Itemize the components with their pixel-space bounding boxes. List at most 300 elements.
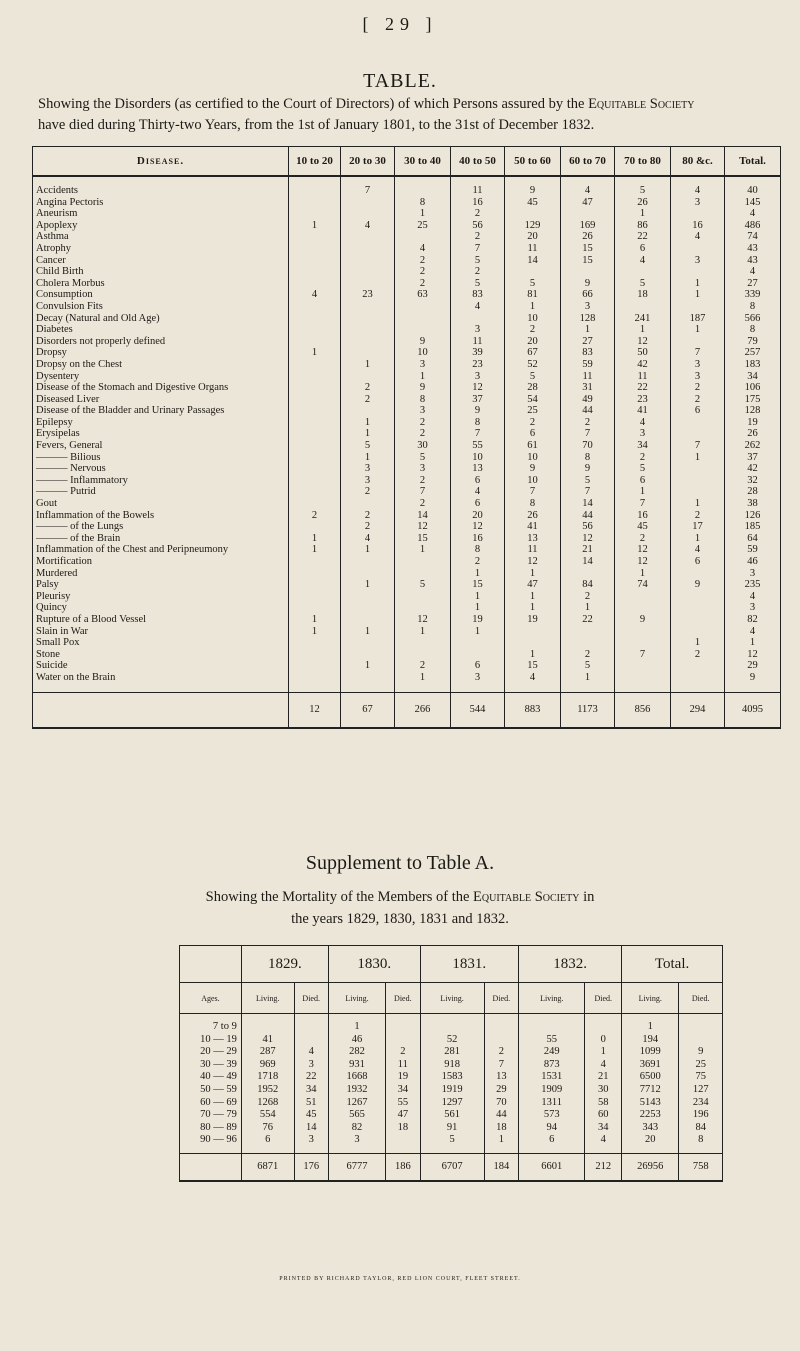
total-value: 856 bbox=[615, 692, 671, 728]
death-count: 22 bbox=[615, 231, 671, 243]
table-row bbox=[33, 498, 781, 510]
table-row bbox=[33, 347, 781, 359]
table-subtitle bbox=[38, 94, 778, 136]
death-count: 2 bbox=[395, 266, 451, 278]
death-count: 5 bbox=[505, 278, 561, 290]
died-count: 22 bbox=[294, 1071, 328, 1084]
table-row bbox=[33, 463, 781, 475]
death-count: 9 bbox=[505, 463, 561, 475]
death-count bbox=[671, 243, 725, 255]
living-count: 3691 bbox=[622, 1059, 679, 1072]
supplement-society-name: Equitable Society bbox=[473, 889, 580, 905]
age-range: 70 — 79 bbox=[180, 1109, 242, 1122]
death-count: 4 bbox=[671, 544, 725, 556]
death-count: 1 bbox=[341, 660, 395, 672]
living-count: 918 bbox=[420, 1059, 484, 1072]
death-count: 42 bbox=[725, 463, 781, 475]
age-range: 40 — 49 bbox=[180, 1071, 242, 1084]
death-count: 45 bbox=[505, 197, 561, 209]
disease-name: Disorders not properly defined bbox=[33, 336, 289, 348]
died-count: 58 bbox=[585, 1097, 622, 1110]
table-row bbox=[33, 660, 781, 672]
death-count: 6 bbox=[671, 405, 725, 417]
subtitle-text-b: have died during Thirty-two Years, from the 1st of January 1801, to the 31st of December 1832. bbox=[38, 117, 595, 133]
death-count: 12 bbox=[615, 544, 671, 556]
death-count: 10 bbox=[505, 313, 561, 325]
death-count: 2 bbox=[505, 324, 561, 336]
death-count: 39 bbox=[451, 347, 505, 359]
death-count: 26 bbox=[615, 197, 671, 209]
death-count bbox=[289, 278, 341, 290]
death-count: 10 bbox=[505, 452, 561, 464]
total-value: 12 bbox=[289, 692, 341, 728]
died-count: 21 bbox=[585, 1071, 622, 1084]
death-count: 8 bbox=[725, 324, 781, 336]
death-count: 12 bbox=[615, 556, 671, 568]
table-row bbox=[180, 1071, 723, 1084]
disease-name: Asthma bbox=[33, 231, 289, 243]
death-count: 5 bbox=[615, 278, 671, 290]
death-count: 20 bbox=[505, 336, 561, 348]
death-count: 47 bbox=[505, 579, 561, 591]
died-count: 3 bbox=[294, 1059, 328, 1072]
death-count bbox=[289, 324, 341, 336]
death-count: 11 bbox=[561, 371, 615, 383]
death-count: 13 bbox=[505, 533, 561, 545]
death-count bbox=[289, 197, 341, 209]
death-count: 235 bbox=[725, 579, 781, 591]
disease-name: Palsy bbox=[33, 579, 289, 591]
death-count: 1 bbox=[561, 602, 615, 614]
died-count bbox=[294, 1014, 328, 1034]
death-count bbox=[615, 672, 671, 692]
death-count: 86 bbox=[615, 220, 671, 232]
died-count bbox=[386, 1134, 420, 1153]
died-header: Died. bbox=[386, 983, 420, 1014]
death-count: 23 bbox=[451, 359, 505, 371]
death-count: 7 bbox=[561, 428, 615, 440]
death-count bbox=[289, 579, 341, 591]
death-count: 4 bbox=[615, 255, 671, 267]
death-count bbox=[289, 382, 341, 394]
table-row bbox=[33, 301, 781, 313]
death-count bbox=[505, 637, 561, 649]
death-count bbox=[341, 208, 395, 220]
death-count: 54 bbox=[505, 394, 561, 406]
death-count bbox=[289, 428, 341, 440]
death-count: 16 bbox=[671, 220, 725, 232]
died-count: 51 bbox=[294, 1097, 328, 1110]
death-count: 18 bbox=[615, 289, 671, 301]
died-count bbox=[294, 1034, 328, 1047]
table-row bbox=[33, 475, 781, 487]
death-count bbox=[341, 371, 395, 383]
total-value: 26956 bbox=[622, 1153, 679, 1181]
age-range: 60 — 69 bbox=[180, 1097, 242, 1110]
disease-name: Accidents bbox=[33, 176, 289, 197]
death-count: 128 bbox=[725, 405, 781, 417]
death-count: 31 bbox=[561, 382, 615, 394]
death-count: 83 bbox=[451, 289, 505, 301]
death-count bbox=[289, 266, 341, 278]
disease-name: Angina Pectoris bbox=[33, 197, 289, 209]
death-count bbox=[289, 243, 341, 255]
table-row bbox=[180, 1046, 723, 1059]
death-count: 22 bbox=[615, 382, 671, 394]
death-count: 1 bbox=[451, 568, 505, 580]
disease-name: Pleurisy bbox=[33, 591, 289, 603]
death-count bbox=[289, 208, 341, 220]
death-count bbox=[289, 452, 341, 464]
death-count: 3 bbox=[671, 255, 725, 267]
living-count: 1267 bbox=[328, 1097, 385, 1110]
death-count: 4 bbox=[615, 417, 671, 429]
death-count: 7 bbox=[505, 486, 561, 498]
supplement-title: Supplement to Table A. bbox=[305, 852, 495, 874]
death-count: 2 bbox=[289, 510, 341, 522]
death-count: 1 bbox=[289, 347, 341, 359]
death-count bbox=[289, 568, 341, 580]
table-row bbox=[33, 452, 781, 464]
died-header: Died. bbox=[484, 983, 518, 1014]
death-count bbox=[341, 197, 395, 209]
living-count: 281 bbox=[420, 1046, 484, 1059]
disease-name: Dropsy bbox=[33, 347, 289, 359]
death-count: 5 bbox=[615, 463, 671, 475]
death-count: 44 bbox=[561, 510, 615, 522]
death-count: 1 bbox=[341, 626, 395, 638]
died-count: 8 bbox=[679, 1134, 723, 1153]
death-count bbox=[395, 231, 451, 243]
death-count: 25 bbox=[395, 220, 451, 232]
death-count: 1 bbox=[615, 324, 671, 336]
year-header: 1829. bbox=[241, 946, 328, 983]
death-count bbox=[341, 347, 395, 359]
death-count: 43 bbox=[725, 243, 781, 255]
death-count: 14 bbox=[395, 510, 451, 522]
death-count bbox=[341, 602, 395, 614]
death-count bbox=[341, 336, 395, 348]
death-count: 15 bbox=[561, 243, 615, 255]
death-count bbox=[671, 208, 725, 220]
living-count: 249 bbox=[519, 1046, 585, 1059]
disease-name: Consumption bbox=[33, 289, 289, 301]
death-count bbox=[505, 266, 561, 278]
table-row bbox=[180, 1014, 723, 1034]
death-count bbox=[289, 649, 341, 661]
death-count bbox=[395, 637, 451, 649]
year-header: Total. bbox=[622, 946, 723, 983]
disease-name: Child Birth bbox=[33, 266, 289, 278]
died-count: 70 bbox=[484, 1097, 518, 1110]
corner-cell bbox=[180, 946, 242, 983]
death-count: 2 bbox=[341, 486, 395, 498]
death-count: 16 bbox=[451, 197, 505, 209]
death-count bbox=[341, 313, 395, 325]
death-count bbox=[671, 463, 725, 475]
death-count: 1 bbox=[671, 637, 725, 649]
death-count: 7 bbox=[341, 176, 395, 197]
death-count bbox=[289, 405, 341, 417]
disease-table bbox=[32, 146, 781, 729]
living-count: 6 bbox=[519, 1134, 585, 1153]
death-count bbox=[671, 428, 725, 440]
death-count: 1 bbox=[395, 208, 451, 220]
living-count: 554 bbox=[241, 1109, 294, 1122]
death-count bbox=[451, 637, 505, 649]
death-count: 2 bbox=[671, 394, 725, 406]
disease-name: Fevers, General bbox=[33, 440, 289, 452]
death-count: 16 bbox=[451, 533, 505, 545]
death-count: 1 bbox=[451, 591, 505, 603]
death-count bbox=[395, 176, 451, 197]
living-count: 1531 bbox=[519, 1071, 585, 1084]
living-header: Living. bbox=[420, 983, 484, 1014]
table-row bbox=[180, 1109, 723, 1122]
death-count: 4 bbox=[671, 231, 725, 243]
table-row bbox=[33, 626, 781, 638]
death-count bbox=[671, 602, 725, 614]
age-range: 30 — 39 bbox=[180, 1059, 242, 1072]
death-count: 2 bbox=[561, 417, 615, 429]
death-count: 14 bbox=[561, 498, 615, 510]
living-count: 1099 bbox=[622, 1046, 679, 1059]
death-count: 50 bbox=[615, 347, 671, 359]
death-count: 27 bbox=[725, 278, 781, 290]
death-count: 47 bbox=[561, 197, 615, 209]
death-count: 3 bbox=[451, 672, 505, 692]
death-count: 12 bbox=[505, 556, 561, 568]
death-count: 2 bbox=[395, 255, 451, 267]
died-count: 44 bbox=[484, 1109, 518, 1122]
age-column-header: 10 to 20 bbox=[289, 147, 341, 177]
death-count bbox=[341, 278, 395, 290]
disease-name: ——— Inflammatory bbox=[33, 475, 289, 487]
died-header: Died. bbox=[294, 983, 328, 1014]
death-count bbox=[671, 336, 725, 348]
death-count: 183 bbox=[725, 359, 781, 371]
death-count: 9 bbox=[505, 176, 561, 197]
death-count: 82 bbox=[725, 614, 781, 626]
death-count bbox=[561, 266, 615, 278]
death-count bbox=[289, 301, 341, 313]
death-count: 20 bbox=[451, 510, 505, 522]
disease-table-header bbox=[33, 147, 781, 177]
printer-imprint: PRINTED BY RICHARD TAYLOR, RED LION COURT, FLEET STREET. bbox=[279, 1276, 521, 1282]
death-count: 34 bbox=[725, 371, 781, 383]
death-count: 9 bbox=[451, 405, 505, 417]
death-count: 14 bbox=[505, 255, 561, 267]
died-count bbox=[386, 1034, 420, 1047]
death-count: 6 bbox=[505, 428, 561, 440]
table-row bbox=[33, 220, 781, 232]
death-count: 13 bbox=[451, 463, 505, 475]
death-count bbox=[341, 405, 395, 417]
table-row bbox=[180, 1084, 723, 1097]
death-count: 56 bbox=[451, 220, 505, 232]
death-count: 40 bbox=[725, 176, 781, 197]
died-count: 34 bbox=[386, 1084, 420, 1097]
death-count: 2 bbox=[395, 428, 451, 440]
death-count: 5 bbox=[451, 255, 505, 267]
living-count: 5143 bbox=[622, 1097, 679, 1110]
death-count bbox=[341, 498, 395, 510]
died-count: 45 bbox=[294, 1109, 328, 1122]
died-count: 29 bbox=[484, 1084, 518, 1097]
total-value: 184 bbox=[484, 1153, 518, 1181]
table-row bbox=[33, 602, 781, 614]
death-count bbox=[341, 556, 395, 568]
death-count: 2 bbox=[395, 475, 451, 487]
living-count: 2253 bbox=[622, 1109, 679, 1122]
death-count: 262 bbox=[725, 440, 781, 452]
death-count bbox=[615, 637, 671, 649]
death-count: 19 bbox=[451, 614, 505, 626]
death-count: 9 bbox=[395, 336, 451, 348]
table-row bbox=[33, 417, 781, 429]
death-count: 126 bbox=[725, 510, 781, 522]
death-count: 8 bbox=[451, 544, 505, 556]
death-count: 1 bbox=[671, 278, 725, 290]
death-count: 11 bbox=[505, 544, 561, 556]
year-header: 1830. bbox=[328, 946, 420, 983]
death-count: 19 bbox=[725, 417, 781, 429]
mortality-table bbox=[179, 945, 723, 1182]
table-row bbox=[33, 637, 781, 649]
death-count: 3 bbox=[725, 602, 781, 614]
death-count bbox=[341, 266, 395, 278]
death-count: 1 bbox=[341, 428, 395, 440]
death-count: 4 bbox=[505, 672, 561, 692]
death-count: 1 bbox=[451, 602, 505, 614]
death-count: 84 bbox=[561, 579, 615, 591]
death-count: 29 bbox=[725, 660, 781, 672]
died-count: 1 bbox=[585, 1046, 622, 1059]
living-count: 20 bbox=[622, 1134, 679, 1153]
death-count: 7 bbox=[615, 498, 671, 510]
table-row bbox=[33, 336, 781, 348]
death-count: 7 bbox=[451, 428, 505, 440]
table-row bbox=[180, 1097, 723, 1110]
death-count bbox=[395, 591, 451, 603]
supplement-desc-a: Showing the Mortality of the Members of the bbox=[205, 889, 474, 905]
died-count: 4 bbox=[294, 1046, 328, 1059]
death-count: 2 bbox=[561, 591, 615, 603]
died-count: 34 bbox=[294, 1084, 328, 1097]
death-count: 7 bbox=[671, 440, 725, 452]
died-count: 0 bbox=[585, 1034, 622, 1047]
table-row bbox=[33, 208, 781, 220]
death-count: 1 bbox=[505, 301, 561, 313]
living-count: 6500 bbox=[622, 1071, 679, 1084]
living-count: 1583 bbox=[420, 1071, 484, 1084]
disease-name: Murdered bbox=[33, 568, 289, 580]
death-count: 4 bbox=[451, 486, 505, 498]
living-count: 873 bbox=[519, 1059, 585, 1072]
total-value: 544 bbox=[451, 692, 505, 728]
death-count: 3 bbox=[341, 475, 395, 487]
death-count: 1 bbox=[341, 417, 395, 429]
death-count: 9 bbox=[561, 463, 615, 475]
death-count: 1 bbox=[289, 614, 341, 626]
page-number: [ 29 ] bbox=[362, 14, 438, 34]
death-count: 14 bbox=[561, 556, 615, 568]
died-count: 4 bbox=[585, 1134, 622, 1153]
living-count bbox=[420, 1014, 484, 1034]
age-range: 20 — 29 bbox=[180, 1046, 242, 1059]
death-count: 15 bbox=[505, 660, 561, 672]
death-count: 4 bbox=[725, 208, 781, 220]
death-count: 2 bbox=[561, 649, 615, 661]
living-header: Living. bbox=[241, 983, 294, 1014]
death-count: 486 bbox=[725, 220, 781, 232]
death-count bbox=[451, 313, 505, 325]
total-value: 758 bbox=[679, 1153, 723, 1181]
death-count: 3 bbox=[671, 197, 725, 209]
disease-name: Slain in War bbox=[33, 626, 289, 638]
living-count: 194 bbox=[622, 1034, 679, 1047]
death-count bbox=[341, 614, 395, 626]
death-count: 64 bbox=[725, 533, 781, 545]
death-count bbox=[341, 301, 395, 313]
living-count: 561 bbox=[420, 1109, 484, 1122]
death-count: 3 bbox=[725, 568, 781, 580]
death-count bbox=[671, 568, 725, 580]
living-count: 565 bbox=[328, 1109, 385, 1122]
living-count: 1297 bbox=[420, 1097, 484, 1110]
death-count: 4 bbox=[725, 626, 781, 638]
living-count: 6 bbox=[241, 1134, 294, 1153]
death-count: 41 bbox=[505, 521, 561, 533]
death-count: 5 bbox=[561, 475, 615, 487]
death-count: 46 bbox=[725, 556, 781, 568]
mortality-subheader bbox=[180, 983, 723, 1014]
death-count: 1 bbox=[671, 533, 725, 545]
died-count: 25 bbox=[679, 1059, 723, 1072]
living-count: 76 bbox=[241, 1122, 294, 1135]
death-count bbox=[395, 324, 451, 336]
death-count: 5 bbox=[451, 278, 505, 290]
death-count bbox=[289, 602, 341, 614]
died-count: 14 bbox=[294, 1122, 328, 1135]
table-row bbox=[33, 510, 781, 522]
died-count bbox=[585, 1014, 622, 1034]
death-count: 11 bbox=[451, 336, 505, 348]
death-count: 9 bbox=[561, 278, 615, 290]
death-count bbox=[341, 568, 395, 580]
death-count: 1 bbox=[561, 672, 615, 692]
table-row bbox=[180, 1134, 723, 1153]
death-count: 145 bbox=[725, 197, 781, 209]
death-count: 1 bbox=[341, 544, 395, 556]
death-count: 26 bbox=[505, 510, 561, 522]
death-count: 6 bbox=[451, 660, 505, 672]
death-count bbox=[289, 440, 341, 452]
died-count: 34 bbox=[585, 1122, 622, 1135]
death-count: 7 bbox=[451, 243, 505, 255]
death-count: 30 bbox=[395, 440, 451, 452]
death-count: 17 bbox=[671, 521, 725, 533]
death-count: 3 bbox=[615, 428, 671, 440]
table-row bbox=[33, 176, 781, 197]
died-count: 9 bbox=[679, 1046, 723, 1059]
death-count: 2 bbox=[671, 510, 725, 522]
death-count: 2 bbox=[341, 510, 395, 522]
death-count: 6 bbox=[615, 243, 671, 255]
disease-name: Atrophy bbox=[33, 243, 289, 255]
death-count: 1 bbox=[395, 371, 451, 383]
year-header: 1831. bbox=[420, 946, 519, 983]
